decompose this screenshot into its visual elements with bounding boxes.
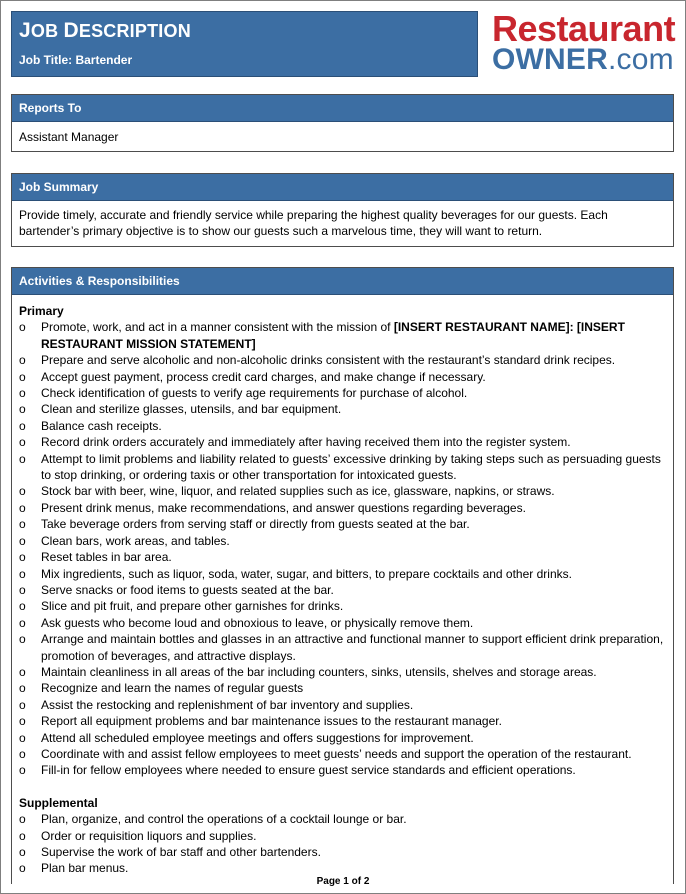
list-item: o Check identification of guests to verify age requirements for purchase of alcohol. <box>19 386 468 401</box>
bullet-icon: o <box>19 550 26 565</box>
list-item: o Serve snacks or food items to guests seated at the bar. <box>19 582 334 597</box>
bullet-icon: o <box>19 435 26 450</box>
bullet-icon: o <box>19 566 26 581</box>
list-item: o Plan, organize, and control the operations of a cocktail lounge or bar. <box>19 812 407 827</box>
bullet-icon: o <box>19 730 26 745</box>
bullet-icon: o <box>19 763 26 778</box>
document-title: JOB DESCRIPTION <box>19 19 191 42</box>
bullet-icon: o <box>19 845 26 859</box>
reports-to-heading: Reports To <box>12 95 673 122</box>
bullet-icon: o <box>19 484 26 499</box>
activities-section <box>11 267 674 884</box>
bullet-icon: o <box>19 402 26 417</box>
list-item: o Clean and sterilize glasses, utensils, and bar equipment. <box>19 402 342 417</box>
list-item: o Recognize and learn the names of regular guests <box>19 681 304 696</box>
bullet-icon: o <box>19 451 26 466</box>
logo-line-1: Restaurant <box>492 8 676 49</box>
bullet-icon: o <box>19 517 26 532</box>
list-item: o Present drink menus, make recommendations, and answer questions regarding beverages. <box>19 500 526 515</box>
bullet-icon: o <box>19 697 26 712</box>
list-item: o Fill-in for fellow employees where needed to ensure guest service standards and efficient operations. <box>19 763 576 778</box>
bullet-icon: o <box>19 599 26 614</box>
list-item: o Clean bars, work areas, and tables. <box>19 533 230 548</box>
list-item: o Mix ingredients, such as liquor, soda, water, sugar, and bitters, to prepare cocktails and other drinks. <box>19 566 572 581</box>
list-item: o Assist the restocking and replenishment of bar inventory and supplies. <box>19 697 414 712</box>
list-item: o Promote, work, and act in a manner consistent with the mission of [INSERT RESTAURANT NAME]: [INSERT RESTAURANT MISSION STATEMENT] <box>19 320 625 351</box>
list-item: o Prepare and serve alcoholic and non-alcoholic drinks consistent with the restaurant’s standard drink recipes. <box>19 353 616 368</box>
bullet-icon: o <box>19 861 26 876</box>
activities-heading: Activities & Responsibilities <box>12 268 673 295</box>
primary-heading: Primary <box>19 304 64 318</box>
bullet-icon: o <box>19 632 26 647</box>
bullet-icon: o <box>19 664 26 679</box>
supplemental-heading: Supplemental <box>19 795 98 810</box>
activities-body <box>12 295 673 882</box>
bullet-icon: o <box>19 320 26 335</box>
list-item: o Ask guests who become loud and obnoxious to leave, or physically remove them. <box>19 615 474 630</box>
bullet-icon: o <box>19 369 26 384</box>
supplemental-list <box>19 811 666 877</box>
bullet-icon: o <box>19 386 26 401</box>
list-item: o Reset tables in bar area. <box>19 550 172 565</box>
list-item: o Record drink orders accurately and immediately after having received them into the register system. <box>19 435 571 450</box>
primary-list <box>19 319 666 778</box>
bullet-icon: o <box>19 615 26 630</box>
job-title: Job Title: Bartender <box>19 53 133 67</box>
bullet-icon: o <box>19 714 26 729</box>
list-item: o Maintain cleanliness in all areas of the bar including counters, sinks, utensils, shelves and storage areas. <box>19 664 597 679</box>
list-item: o Supervise the work of bar staff and other bartenders. <box>19 845 321 859</box>
bullet-icon: o <box>19 500 26 515</box>
reports-to-body: Assistant Manager <box>19 130 119 144</box>
bullet-icon: o <box>19 746 26 761</box>
list-item: o Stock bar with beer, wine, liquor, and related supplies such as ice, glassware, napkins, or straws. <box>19 484 555 499</box>
list-item: o Balance cash receipts. <box>19 418 162 433</box>
job-summary-body: Provide timely, accurate and friendly service while preparing the highest quality beverages for our guests. Each bartender’s primary objective is to show our guests such a marvelous time, they will want to return. <box>19 208 608 239</box>
bullet-icon: o <box>19 418 26 433</box>
restaurant-owner-logo <box>490 9 676 79</box>
header-band <box>11 11 478 77</box>
list-item: o Coordinate with and assist fellow employees to meet guests’ needs and support the operation of the restaurant. <box>19 746 632 761</box>
bullet-icon: o <box>19 828 26 843</box>
bullet-icon: o <box>19 582 26 597</box>
list-item: o Plan bar menus. <box>19 861 129 876</box>
job-summary-section <box>11 173 674 247</box>
reports-to-section <box>11 94 674 152</box>
page-number: Page 1 of 2 <box>316 876 370 887</box>
list-item: o Attempt to limit problems and liability related to guests’ excessive drinking by taking steps such as persuading guests to stop drinking, or ordering taxis or other transportation for intoxicated guests. <box>19 451 661 483</box>
bullet-icon: o <box>19 812 26 827</box>
list-item: o Order or requisition liquors and supplies. <box>19 828 257 843</box>
list-item: o Take beverage orders from serving staff or directly from guests seated at the bar. <box>19 517 470 532</box>
bullet-icon: o <box>19 533 26 548</box>
list-item: o Attend all scheduled employee meetings and offers suggestions for improvement. <box>19 730 474 745</box>
list-item: o Accept guest payment, process credit card charges, and make change if necessary. <box>19 369 486 384</box>
list-item: o Slice and pit fruit, and prepare other garnishes for drinks. <box>19 599 344 614</box>
bullet-icon: o <box>19 681 26 696</box>
list-item: o Report all equipment problems and bar maintenance issues to the restaurant manager. <box>19 714 502 729</box>
list-item: o Arrange and maintain bottles and glasses in an attractive and functional manner to support efficient drink preparation, promotion of beverages, and attractive displays. <box>19 632 664 663</box>
bullet-icon: o <box>19 353 26 368</box>
logo-line-2: OWNER.com <box>492 43 674 76</box>
job-summary-heading: Job Summary <box>12 174 673 201</box>
